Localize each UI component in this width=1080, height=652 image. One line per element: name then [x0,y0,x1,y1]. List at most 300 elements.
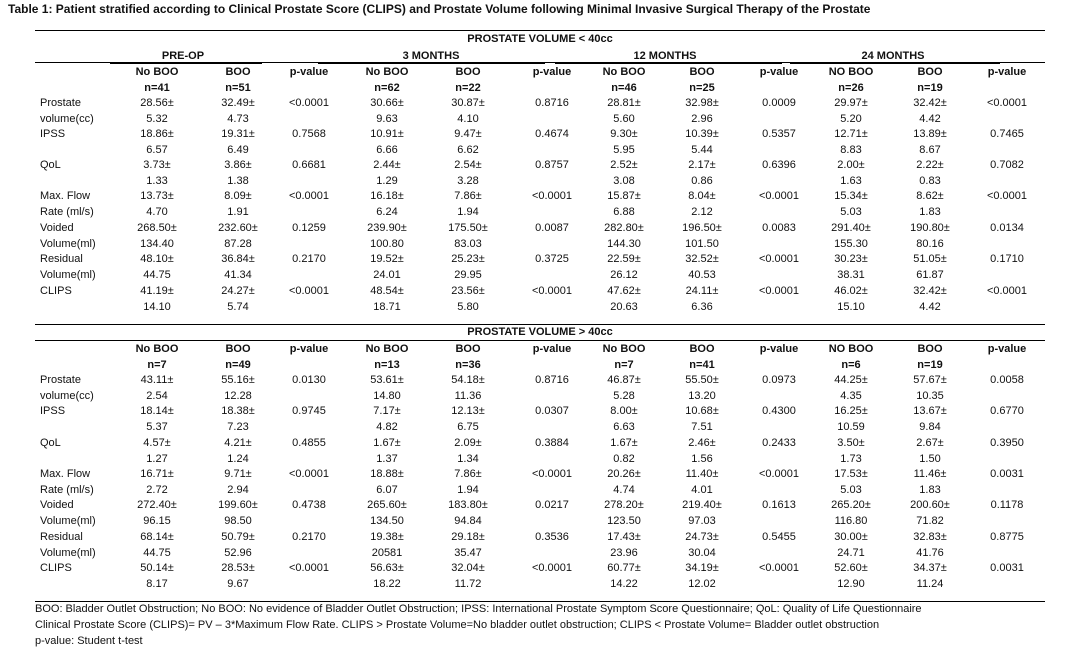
table-cell-mean: 29.18± [451,531,485,543]
col-header-boo: BOO [455,66,481,78]
table-cell-sd: 5.80 [457,301,479,313]
table-cell-sd: 4.73 [227,113,249,125]
row-label: Max. Flow [40,468,91,480]
table-cell-sd: 144.30 [607,238,641,250]
table-cell-mean: 11.46± [913,468,947,480]
table-cell-sd: 1.37 [376,453,398,465]
footnote-line: Clinical Prostate Score (CLIPS)= PV – 3*Maximum Flow Rate. CLIPS > Prostate Volume=No bladder outlet obstruction; CLIPS < Prostate Volume= Bladder outlet obstruction [35,619,880,631]
table-cell-mean: 199.60± [218,499,258,511]
table-cell-p-value: <0.0001 [758,285,800,297]
table-cell-sd: 155.30 [834,238,868,250]
table-cell-mean: 2.09± [454,437,482,449]
table-cell-p-value: 0.4738 [292,499,326,511]
table-cell-sd: 18.22 [373,578,401,590]
table-cell-mean: 265.60± [367,499,407,511]
col-header-p-value: p-value [532,66,572,78]
col-header-no-boo: No BOO [365,66,409,78]
col-header-p-value: p-value [759,66,799,78]
table-cell-sd: 12.28 [224,390,252,402]
table-cell-sd: 1.50 [919,453,941,465]
table-cell-sd: 6.24 [376,206,398,218]
col-header-no-boo-n: n=7 [147,359,167,371]
table-cell-p-value: 0.0087 [535,222,569,234]
col-header-no-boo-n: n=13 [374,359,400,371]
table-cell-mean: 25.23± [451,253,485,265]
row-label-line2: Volume(ml) [40,547,96,559]
row-label-line2: Rate (ml/s) [40,206,94,218]
table-cell-p-value: 0.0134 [990,222,1024,234]
table-cell-mean: 17.53± [834,468,868,480]
table-cell-sd: 44.75 [143,547,171,559]
table-cell-p-value: 0.0973 [762,374,796,386]
table-cell-sd: 1.27 [146,453,168,465]
table-cell-sd: 6.75 [457,421,479,433]
row-label-line2: Volume(ml) [40,269,96,281]
table-rule [35,340,1045,341]
table-cell-p-value: 0.2170 [292,253,326,265]
row-label: Voided [40,222,74,234]
col-header-no-boo-n: n=46 [611,82,637,94]
col-header-boo: BOO [917,66,943,78]
table-cell-mean: 18.88± [370,468,404,480]
col-header-boo: BOO [455,343,481,355]
table-cell-mean: 2.52± [610,159,638,171]
table-cell-p-value: 0.1178 [990,499,1024,511]
table-cell-sd: 96.15 [143,515,171,527]
table-cell-sd: 94.84 [454,515,482,527]
table-cell-p-value: 0.2170 [292,531,326,543]
table-cell-mean: 4.21± [224,437,252,449]
table-cell-sd: 14.80 [373,390,401,402]
table-cell-p-value: <0.0001 [288,285,330,297]
table-cell-sd: 29.95 [454,269,482,281]
table-cell-sd: 5.60 [613,113,635,125]
table-cell-mean: 24.11± [685,285,719,297]
table-cell-sd: 1.38 [227,175,249,187]
table-cell-mean: 32.52± [685,253,719,265]
table-cell-sd: 20581 [371,547,403,559]
table-cell-mean: 239.90± [367,222,407,234]
row-label: Residual [40,531,83,543]
table-cell-mean: 268.50± [137,222,177,234]
table-cell-mean: 190.80± [910,222,950,234]
row-label-line2: Rate (ml/s) [40,484,94,496]
table-cell-p-value: <0.0001 [531,468,573,480]
table-cell-sd: 5.95 [613,144,635,156]
table-cell-p-value: 0.0058 [990,374,1024,386]
table-cell-sd: 4.82 [376,421,398,433]
table-cell-sd: 100.80 [370,238,404,250]
table-cell-sd: 7.23 [227,421,249,433]
table-cell-mean: 50.79± [221,531,255,543]
row-label: QoL [40,437,61,449]
table-cell-sd: 15.10 [837,301,865,313]
table-cell-sd: 5.20 [840,113,862,125]
table-cell-p-value: 0.0031 [990,562,1024,574]
table-cell-mean: 3.50± [837,437,865,449]
table-cell-sd: 5.37 [146,421,168,433]
table-cell-sd: 18.71 [373,301,401,313]
table-cell-mean: 8.09± [224,190,252,202]
table-cell-sd: 11.24 [916,578,944,590]
table-cell-sd: 38.31 [837,269,865,281]
table-cell-mean: 32.04± [451,562,485,574]
table-title: Table 1: Patient stratified according to Clinical Prostate Score (CLIPS) and Prostate Volume following Minimal Invasive Surgical Therapy of the Prostate [8,2,871,16]
table-cell-mean: 18.86± [140,128,174,140]
table-cell-mean: 1.67± [610,437,638,449]
table-cell-sd: 5.03 [840,484,862,496]
col-header-boo-n: n=19 [917,359,943,371]
row-label: Max. Flow [40,190,91,202]
table-cell-mean: 278.20± [604,499,644,511]
row-label: CLIPS [40,562,72,574]
table-cell-sd: 4.42 [919,301,941,313]
table-cell-sd: 0.86 [691,175,713,187]
table-cell-mean: 24.73± [685,531,719,543]
table-cell-p-value: 0.5455 [762,531,796,543]
table-cell-p-value: <0.0001 [758,562,800,574]
table-cell-p-value: 0.0083 [762,222,796,234]
col-header-no-boo: No BOO [135,66,179,78]
table-cell-mean: 52.60± [834,562,868,574]
table-cell-mean: 175.50± [448,222,488,234]
table-cell-p-value: 0.2433 [762,437,796,449]
row-label: Voided [40,499,74,511]
row-label-line2: volume(cc) [40,113,94,125]
table-cell-sd: 3.08 [613,175,635,187]
table-cell-sd: 6.66 [376,144,398,156]
table-cell-mean: 43.11± [140,374,174,386]
table-cell-sd: 80.16 [916,238,944,250]
table-cell-sd: 101.50 [685,238,719,250]
table-cell-mean: 2.17± [688,159,716,171]
table-cell-sd: 6.62 [457,144,479,156]
table-cell-mean: 8.04± [688,190,716,202]
table-cell-sd: 1.29 [376,175,398,187]
col-header-boo: BOO [917,343,943,355]
table-cell-p-value: <0.0001 [531,285,573,297]
table-cell-sd: 11.72 [454,578,482,590]
col-header-p-value: p-value [987,66,1027,78]
table-cell-p-value: <0.0001 [288,190,330,202]
table-cell-mean: 44.25± [834,374,868,386]
table-cell-mean: 3.73± [143,159,171,171]
table-cell-p-value: <0.0001 [986,97,1028,109]
table-cell-sd: 2.12 [691,206,713,218]
table-cell-mean: 13.73± [140,190,174,202]
table-cell-mean: 11.40± [685,468,719,480]
table-cell-sd: 30.04 [688,547,716,559]
table-cell-sd: 9.63 [376,113,398,125]
table-cell-sd: 2.54 [146,390,168,402]
table-cell-mean: 36.84± [221,253,255,265]
col-header-p-value: p-value [759,343,799,355]
table-cell-p-value: <0.0001 [758,190,800,202]
col-header-no-boo-n: n=7 [614,359,634,371]
table-cell-p-value: 0.7082 [990,159,1024,171]
table-cell-sd: 1.24 [227,453,249,465]
table-cell-mean: 30.87± [451,97,485,109]
table-cell-p-value: <0.0001 [288,97,330,109]
table-cell-mean: 34.19± [685,562,719,574]
table-cell-p-value: 0.1259 [292,222,326,234]
col-header-no-boo: No BOO [602,343,646,355]
table-cell-sd: 0.82 [613,453,635,465]
table-cell-mean: 1.67± [373,437,401,449]
table-cell-mean: 16.25± [834,405,868,417]
col-header-no-boo: NO BOO [828,343,874,355]
table-cell-sd: 6.07 [376,484,398,496]
table-cell-sd: 1.63 [840,175,862,187]
table-cell-sd: 13.20 [688,390,716,402]
table-cell-mean: 30.00± [834,531,868,543]
table-cell-sd: 6.57 [146,144,168,156]
period-header: 12 MONTHS [633,50,697,62]
table-cell-sd: 4.01 [691,484,713,496]
table-cell-mean: 13.67± [913,405,947,417]
table-cell-sd: 123.50 [607,515,641,527]
table-cell-sd: 52.96 [224,547,252,559]
table-cell-sd: 10.59 [837,421,865,433]
table-cell-mean: 9.30± [610,128,638,140]
table-cell-mean: 23.56± [451,285,485,297]
table-rule [35,324,1045,325]
table-cell-p-value: 0.4855 [292,437,326,449]
table-cell-sd: 1.83 [919,206,941,218]
table-cell-sd: 2.72 [146,484,168,496]
col-header-boo: BOO [225,66,251,78]
table-cell-mean: 291.40± [831,222,871,234]
table-cell-sd: 44.75 [143,269,171,281]
table-cell-mean: 32.98± [685,97,719,109]
table-cell-mean: 53.61± [370,374,404,386]
table-cell-sd: 8.17 [146,578,168,590]
table-cell-sd: 24.71 [837,547,865,559]
table-cell-mean: 3.86± [224,159,252,171]
col-header-boo-n: n=22 [455,82,481,94]
col-header-p-value: p-value [289,66,329,78]
table-cell-p-value: <0.0001 [288,562,330,574]
table-cell-sd: 41.34 [224,269,252,281]
col-header-no-boo: No BOO [365,343,409,355]
table-cell-sd: 1.94 [457,484,479,496]
table-cell-mean: 48.54± [370,285,404,297]
table-cell-mean: 4.57± [143,437,171,449]
table-cell-mean: 41.19± [140,285,174,297]
table-cell-p-value: 0.0130 [292,374,326,386]
section-heading: PROSTATE VOLUME < 40cc [467,33,613,45]
footnote-line: BOO: Bladder Outlet Obstruction; No BOO: No evidence of Bladder Outlet Obstruction; IPSS: International Prostate Symptom Score Questionnaire; QoL: Quality of Life Questionnaire [35,603,922,615]
table-cell-sd: 40.53 [688,269,716,281]
row-label: CLIPS [40,285,72,297]
table-cell-p-value: 0.0217 [535,499,569,511]
table-cell-mean: 10.39± [685,128,719,140]
table-cell-mean: 55.50± [685,374,719,386]
col-header-boo-n: n=51 [225,82,251,94]
table-cell-p-value: 0.8775 [990,531,1024,543]
table-cell-p-value: 0.4300 [762,405,796,417]
table-cell-sd: 87.28 [224,238,252,250]
table-cell-mean: 12.13± [451,405,485,417]
table-cell-mean: 2.67± [916,437,944,449]
table-cell-mean: 7.17± [373,405,401,417]
table-cell-sd: 1.83 [919,484,941,496]
table-cell-mean: 24.27± [221,285,255,297]
table-cell-p-value: 0.6396 [762,159,796,171]
row-label: QoL [40,159,61,171]
col-header-boo: BOO [689,66,715,78]
table-rule [35,601,1045,602]
period-header: PRE-OP [161,50,205,62]
table-cell-sd: 98.50 [224,515,252,527]
col-header-boo: BOO [689,343,715,355]
table-cell-sd: 2.94 [227,484,249,496]
table-cell-mean: 219.40± [682,499,722,511]
table-cell-p-value: 0.9745 [292,405,326,417]
table-cell-sd: 1.94 [457,206,479,218]
table-cell-mean: 22.59± [607,253,641,265]
table-cell-mean: 8.62± [916,190,944,202]
period-underline [790,63,1000,64]
table-cell-p-value: 0.1710 [990,253,1024,265]
col-header-boo-n: n=25 [689,82,715,94]
table-cell-mean: 16.71± [140,468,174,480]
table-cell-mean: 19.38± [370,531,404,543]
table-cell-sd: 24.01 [373,269,401,281]
col-header-no-boo-n: n=6 [841,359,861,371]
table-cell-mean: 20.26± [607,468,641,480]
table-cell-mean: 32.42± [913,97,947,109]
table-cell-sd: 134.40 [140,238,174,250]
table-cell-mean: 50.14± [140,562,174,574]
table-cell-mean: 48.10± [140,253,174,265]
table-cell-p-value: 0.8716 [535,374,569,386]
table-cell-mean: 7.86± [454,190,482,202]
table-cell-mean: 60.77± [607,562,641,574]
table-cell-p-value: 0.1613 [762,499,796,511]
table-cell-sd: 3.28 [457,175,479,187]
table-cell-mean: 29.97± [834,97,868,109]
table-cell-p-value: <0.0001 [531,562,573,574]
table-cell-mean: 56.63± [370,562,404,574]
row-label: IPSS [40,405,66,417]
table-cell-mean: 18.14± [140,405,174,417]
col-header-boo-n: n=41 [689,359,715,371]
table-cell-mean: 13.89± [913,128,947,140]
table-cell-p-value: <0.0001 [531,190,573,202]
table-cell-mean: 55.16± [221,374,255,386]
table-cell-p-value: 0.8757 [535,159,569,171]
table-cell-sd: 6.88 [613,206,635,218]
col-header-p-value: p-value [532,343,572,355]
table-cell-mean: 51.05± [913,253,947,265]
table-cell-mean: 9.47± [454,128,482,140]
table-cell-mean: 17.43± [607,531,641,543]
row-label: Prostate [40,374,81,386]
table-rule [35,30,1045,31]
row-label-line2: Volume(ml) [40,238,96,250]
table-cell-p-value: 0.3536 [535,531,569,543]
table-cell-mean: 46.87± [607,374,641,386]
table-cell-p-value: 0.7465 [990,128,1024,140]
table-cell-sd: 10.35 [916,390,944,402]
table-cell-mean: 19.31± [221,128,255,140]
table-cell-mean: 200.60± [910,499,950,511]
table-cell-mean: 30.66± [370,97,404,109]
col-header-no-boo-n: n=62 [374,82,400,94]
period-header: 3 MONTHS [402,50,460,62]
row-label: Residual [40,253,83,265]
table-cell-sd: 97.03 [688,515,716,527]
table-cell-mean: 46.02± [834,285,868,297]
table-cell-sd: 6.36 [691,301,713,313]
period-header: 24 MONTHS [861,50,925,62]
table-cell-sd: 4.74 [613,484,635,496]
table-cell-mean: 272.40± [137,499,177,511]
table-cell-sd: 41.76 [916,547,944,559]
table-cell-p-value: 0.6770 [990,405,1024,417]
table-cell-mean: 232.60± [218,222,258,234]
table-cell-sd: 2.96 [691,113,713,125]
table-cell-sd: 12.90 [837,578,865,590]
table-cell-mean: 7.86± [454,468,482,480]
table-cell-mean: 15.87± [607,190,641,202]
col-header-p-value: p-value [987,343,1027,355]
table-cell-p-value: 0.4674 [535,128,569,140]
row-label-line2: Volume(ml) [40,515,96,527]
section-heading: PROSTATE VOLUME > 40cc [467,326,613,338]
footnote-line: p-value: Student t-test [35,635,143,647]
table-cell-mean: 2.00± [837,159,865,171]
table-cell-sd: 4.42 [919,113,941,125]
table-cell-mean: 32.83± [913,531,947,543]
table-cell-p-value: 0.3884 [535,437,569,449]
table-cell-mean: 10.68± [685,405,719,417]
table-cell-mean: 18.38± [221,405,255,417]
table-cell-sd: 35.47 [454,547,482,559]
table-cell-mean: 32.49± [221,97,255,109]
table-cell-mean: 57.67± [913,374,947,386]
table-cell-sd: 5.44 [691,144,713,156]
table-cell-sd: 8.83 [840,144,862,156]
table-cell-p-value: <0.0001 [986,190,1028,202]
table-cell-p-value: 0.7568 [292,128,326,140]
table-cell-mean: 19.52± [370,253,404,265]
table-cell-mean: 54.18± [451,374,485,386]
table-cell-mean: 32.42± [913,285,947,297]
table-cell-p-value: <0.0001 [758,468,800,480]
table-cell-mean: 9.71± [224,468,252,480]
table-cell-sd: 134.50 [370,515,404,527]
table-cell-p-value: <0.0001 [758,253,800,265]
period-underline [110,63,262,64]
table-cell-mean: 2.22± [916,159,944,171]
row-label: Prostate [40,97,81,109]
table-cell-sd: 7.51 [691,421,713,433]
table-cell-mean: 183.80± [448,499,488,511]
table-cell-p-value: 0.8716 [535,97,569,109]
period-underline [555,63,782,64]
table-cell-mean: 8.00± [610,405,638,417]
table-cell-p-value: <0.0001 [986,285,1028,297]
table-cell-sd: 5.28 [613,390,635,402]
table-cell-mean: 28.81± [607,97,641,109]
table-cell-sd: 71.82 [916,515,944,527]
table-cell-sd: 8.67 [919,144,941,156]
table-cell-p-value: 0.0031 [990,468,1024,480]
table-cell-sd: 116.80 [834,515,868,527]
table-cell-mean: 2.46± [688,437,716,449]
